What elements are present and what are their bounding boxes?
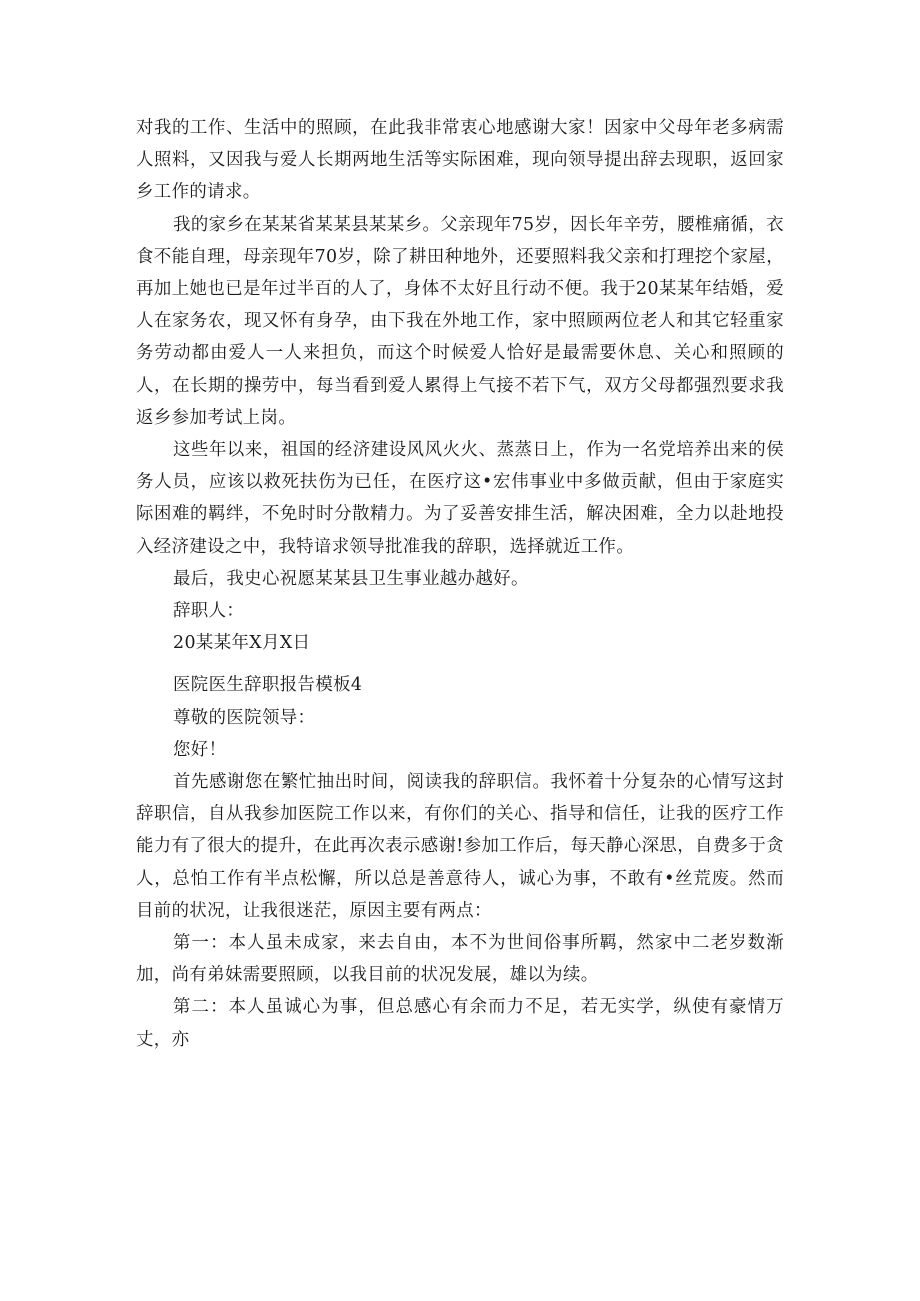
paragraph-reason-two: 第二：本人虽诚心为事，但总感心有余而力不足，若无实学，纵使有豪情万丈，亦 xyxy=(136,997,784,1050)
signature-date: 20某某年X月X日 xyxy=(173,633,311,654)
template-title: 医院医生辞职报告模板4 xyxy=(173,675,363,696)
paragraph-reasons: 这些年以来，祖国的经济建设风风火火、蒸蒸日上，作为一名党培养出来的侯务人员，应该以救死扶伤为已任，在医疗这•宏伟事业中多做贡献，但由于家庭实际困难的羁绊，不免时时分散精力。为了妥善安排生活，解决困难，全力以赴地投入经济建设之中，我特谙求领导批准我的辞职，选择就近工作。 xyxy=(136,440,784,557)
paragraph-intro: 首先感谢您在繁忙抽出时间，阅读我的辞职信。我怀着十分复杂的心情写这封辞职信，自从我参加医院工作以来，有你们的关心、指导和信任，让我的医疗工作能力有了很大的提升，在此再次表示感谢!参加工作后，每天静心深思，自费多于贪人，总怕工作有半点松懈，所以总是善意待人，诚心为事，不敢有•丝荒废。然而目前的状况，让我很迷茫，原因主要有两点： xyxy=(136,772,784,921)
document-body xyxy=(136,112,784,1056)
paragraph-reason-one: 第一：本人虽未成家，来去自由，本不为世间俗事所羁，然家中二老岁数渐加，尚有弟妹需要照顾，以我目前的状况发展，雄以为续。 xyxy=(136,933,784,986)
paragraph-family-situation: 我的家乡在某某省某某县某某乡。父亲现年75岁，因长年辛劳，腰椎痛循，衣食不能自理，母亲现年70岁，除了耕田种地外，还要照料我父亲和打理挖个家屋，再加上她也已是年过半百的人了，身体不太好且行动不便。我于20某某年结婚，爱人在家务农，现又怀有身孕，由下我在外地工作，家中照顾两位老人和其它轻重家务劳动都由爱人一人来担负，而这个时候爱人恰好是最需要休息、关心和照顾的人，在长期的操劳中，每当看到爱人累得上气接不若下气，双方父母都强烈要求我返乡参加考试上岗。 xyxy=(136,214,784,428)
paragraph-gratitude: 对我的工作、生活中的照顾，在此我非常衷心地感谢大家！因家中父母年老多病需人照料，又因我与爱人长期两地生活等实际困难，现向领导提出辞去现职，返回家乡工作的请求。 xyxy=(136,118,784,203)
signature-label: 辞职人： xyxy=(173,601,245,622)
greeting: 您好！ xyxy=(173,739,227,760)
paragraph-closing-wish: 最后，我史心祝愿某某县卫生事业越办越好。 xyxy=(173,568,529,589)
salutation: 尊敬的医院领导： xyxy=(173,707,316,728)
